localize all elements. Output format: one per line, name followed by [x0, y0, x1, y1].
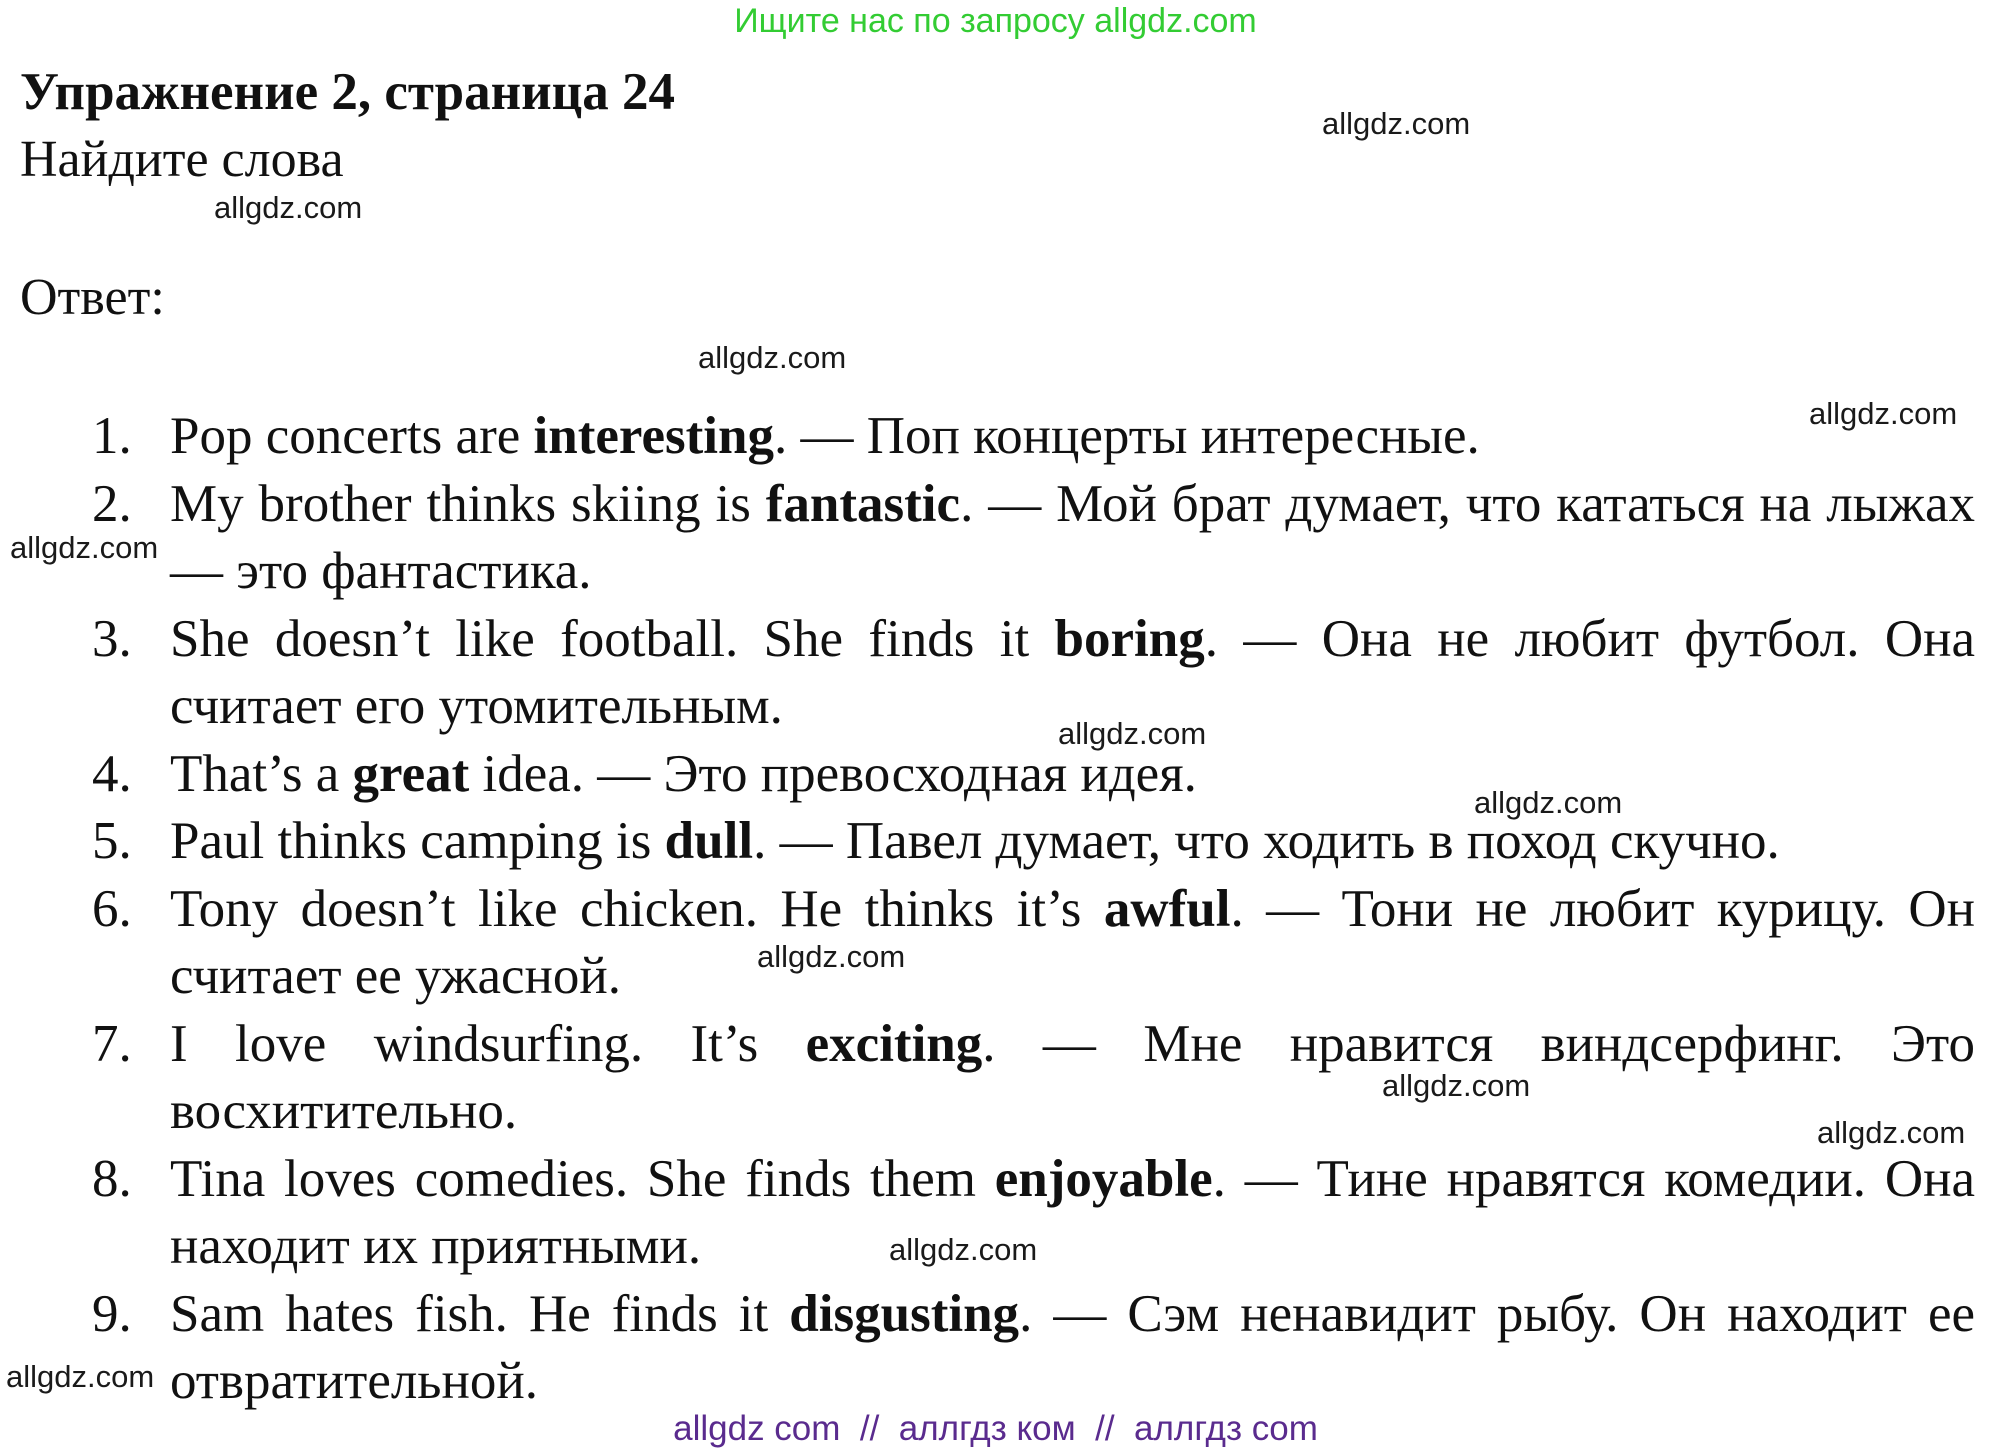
sentence-end: . — Павел думает, что ходить в поход скучно. [753, 812, 1780, 870]
sentence-end: . — Поп концерты интересные. [773, 407, 1480, 465]
watermark: allgdz.com [889, 1232, 1038, 1267]
watermark: allgdz.com [214, 190, 363, 225]
sentence-start: My brother thinks skiing is [170, 474, 766, 533]
key-word: great [352, 744, 470, 803]
bottom-banner: allgdz com // аллгдз ком // аллгдз com [673, 1409, 1318, 1448]
top-banner: Ищите нас по запросу allgdz.com [734, 2, 1257, 40]
sentence-start: Tony doesn’t like chicken. He thinks it’s [170, 879, 1104, 938]
sentence-start: Pop concerts are [170, 407, 534, 465]
answer-item-5 [0, 808, 1975, 876]
answer-item-7 [0, 1011, 1975, 1146]
sentence-end: . — Мне нравится виндсерфинг. Это восхитительно. [170, 1014, 1975, 1140]
watermark: allgdz.com [1322, 106, 1471, 141]
watermark: allgdz.com [1809, 396, 1958, 431]
key-word: interesting [533, 407, 774, 465]
watermark: allgdz.com [698, 340, 847, 375]
answer-item-2 [0, 471, 1975, 606]
answer-item-9 [0, 1281, 1975, 1416]
sentence-start: Tina loves comedies. She finds them [170, 1149, 995, 1208]
sentence-end: . — Она не любит футбол. Она считает его утомительным. [170, 609, 1975, 735]
watermark: allgdz.com [1382, 1068, 1531, 1103]
item-number: 2. [92, 474, 132, 533]
exercise-title: Упражнение 2, страница 24 [20, 63, 675, 121]
sentence-start: Sam hates fish. He finds it [170, 1284, 790, 1343]
key-word: exciting [805, 1014, 983, 1073]
key-word: enjoyable [994, 1149, 1213, 1208]
item-number: 4. [92, 744, 132, 803]
key-word: disgusting [789, 1284, 1020, 1343]
key-word: boring [1054, 609, 1205, 668]
item-number: 6. [92, 879, 132, 938]
item-number: 5. [92, 812, 132, 870]
sentence-end: . — Сэм ненавидит рыбу. Он находит ее отвратительной. [170, 1284, 1975, 1410]
item-number: 8. [92, 1149, 132, 1208]
answer-item-4 [0, 741, 1975, 809]
key-word: fantastic [765, 474, 961, 533]
watermark: allgdz.com [757, 939, 906, 974]
sentence-end: . — Тони не любит курицу. Он считает ее ужасной. [170, 879, 1976, 1005]
sentence-start: That’s a [170, 744, 353, 803]
item-number: 3. [92, 609, 132, 668]
watermark: allgdz.com [1474, 785, 1623, 820]
watermark: allgdz.com [6, 1359, 155, 1394]
answer-item-1 [0, 403, 1975, 471]
item-number: 7. [92, 1014, 132, 1073]
watermark: allgdz.com [10, 530, 159, 565]
answer-item-3 [0, 606, 1975, 741]
item-number: 9. [92, 1284, 132, 1343]
sentence-start: Paul thinks camping is [170, 812, 665, 870]
item-number: 1. [92, 407, 132, 465]
sentence-end: . — Мой брат думает, что кататься на лыжах — это фантастика. [170, 474, 1975, 600]
watermark: allgdz.com [1817, 1115, 1966, 1150]
watermark: allgdz.com [1058, 716, 1207, 751]
exercise-task: Найдите слова [20, 131, 344, 188]
answer-label: Ответ: [20, 269, 165, 326]
sentence-start: She doesn’t like football. She finds it [170, 609, 1055, 668]
sentence-end: . — Тине нравятся комедии. Она находит их приятными. [170, 1149, 1976, 1275]
sentence-end: idea. — Это превосходная идея. [469, 744, 1197, 803]
answer-item-6 [0, 876, 1975, 1011]
key-word: awful [1103, 879, 1231, 938]
key-word: dull [664, 812, 754, 870]
sentence-start: I love windsurfing. It’s [170, 1014, 806, 1073]
